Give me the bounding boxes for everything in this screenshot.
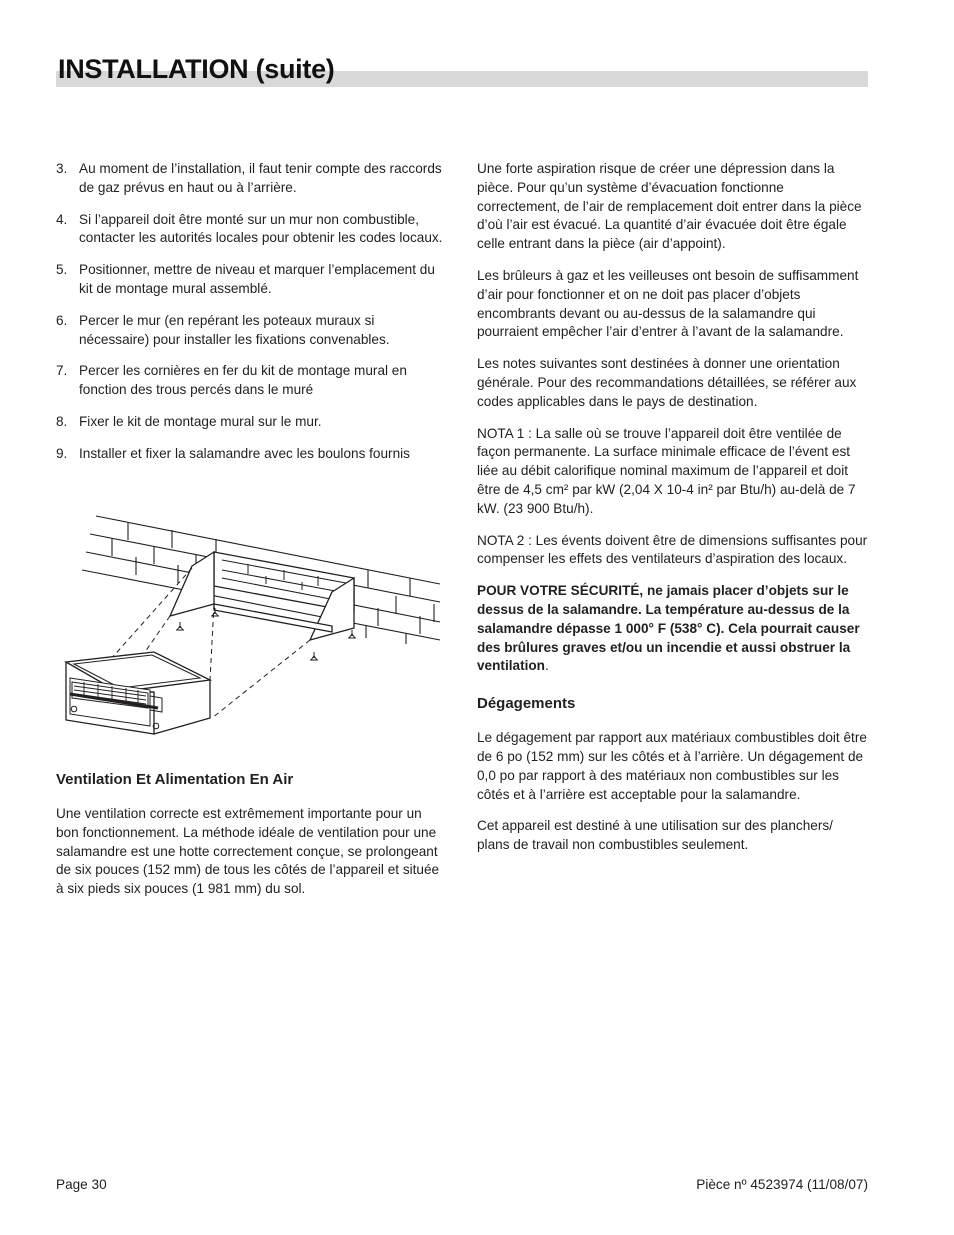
step-number: 7. [56,363,68,379]
paragraph-surfaces: Cet appareil est destiné à une utilisation sur des planchers/ plans de travail non combustibles seulement. [477,818,833,853]
step-number: 4. [56,211,68,227]
safety-warning-end: . [544,658,549,674]
list-item [56,445,448,464]
wall-mount-illustration [62,512,444,744]
step-number: 3. [56,161,68,176]
part-number: Pièce nº 4523974 (11/08/07) [696,1177,868,1192]
paragraph-burners: Les brûleurs à gaz et les veilleuses ont besoin de suffisamment d’air pour fonctionner et on ne doit pas placer d’objets encombrants devant ou au-dessus de la salamandre qui pourraient empêcher l’air d’entrer à l’avant de la salamandre. [477,267,859,340]
paragraph-clearances: Le dégagement par rapport aux matériaux combustibles doit être de 6 po (152 mm) sur les côtés et à l’arrière. Un dégagement de 0,0 po par rapport à des matériaux non combustibles sur les côtés et à l’arrière est acceptable pour la salamandre. [477,730,867,802]
steps-column [56,160,448,477]
step-text: Installer et fixer la salamandre avec les boulons fournis [79,445,410,461]
list-item [56,211,448,249]
page-title: INSTALLATION (suite) [58,54,335,84]
step-text: Fixer le kit de montage mural sur le mur. [79,413,322,429]
step-text: Percer le mur (en repérant les poteaux muraux si nécessaire) pour installer les fixations convenables. [79,312,390,347]
safety-warning-bold: POUR VOTRE SÉCURITÉ, ne jamais placer d’objets sur le dessus de la salamandre. La température au-dessus de la salamandre dépasse 1 000° F (538° C). Cela pourrait causer des brûlures graves et/ou un incendie et aussi obstruer la ventilation [477,583,860,674]
step-number: 8. [56,413,68,429]
step-number: 5. [56,262,68,278]
step-text: Percer les cornières en fer du kit de montage mural en fonction des trous percés dans le muré [79,363,407,398]
list-item [56,362,448,400]
paragraph-exhaust: Une forte aspiration risque de créer une dépression dans la pièce. Pour qu’un système d’évacuation fonctionne correctement, de l’air de remplacement doit entrer dans la pièce d’où l’air est évacué. La quantité d’air évacuée doit être égale celle entrant dans la pièce (air d’appoint). [477,161,862,252]
paragraph-nota-2: NOTA 2 : Les évents doivent être de dimensions suffisantes pour compenser les effets des ventilateurs d’aspiration des locaux. [477,532,868,567]
list-item [56,312,448,350]
ventilation-paragraph: Une ventilation correcte est extrêmement importante pour un bon fonctionnement. La méthode idéale de ventilation pour une salamandre est une hotte correctement conçue, se prolongeant de six pouces (152 mm) de tous les côtés de l’appareil et située à six pieds six pouces (1 981 mm) du sol. [56,806,440,897]
safety-warning [477,582,869,676]
paragraph-notes: Les notes suivantes sont destinées à donner une orientation générale. Pour des recommandations détaillées, se référer aux codes applicables dans le pays de destination. [477,356,857,409]
paragraph-nota-1: NOTA 1 : La salle où se trouve l’appareil doit être ventilée de façon permanente. La surface minimale efficace de l’évent est liée au débit calorifique nominal maximum de l’appareil et doit être de 4,5 cm² par kW (2,04 X 10-4 in² par Btu/h) au-delà de 7 kW. (23 900 Btu/h). [477,425,856,516]
step-number: 6. [56,312,68,328]
list-item [56,413,448,432]
list-item [56,261,448,299]
ventilation-heading: Ventilation Et Alimentation En Air [56,771,294,788]
step-text: Si l’appareil doit être monté sur un mur non combustible, contacter les autorités locales pour obtenir les codes locaux. [79,211,443,246]
installation-steps [56,160,448,464]
step-number: 9. [56,445,68,461]
right-column [477,160,869,868]
clearances-heading: Dégagements [477,695,576,713]
list-item [56,160,448,198]
page-number: Page 30 [56,1177,107,1192]
step-text: Positionner, mettre de niveau et marquer l’emplacement du kit de montage mural assemblé. [79,262,435,296]
ventilation-section [56,770,448,899]
step-text: Au moment de l’installation, il faut tenir compte des raccords de gaz prévus en haut ou à l’arrière. [79,161,442,195]
